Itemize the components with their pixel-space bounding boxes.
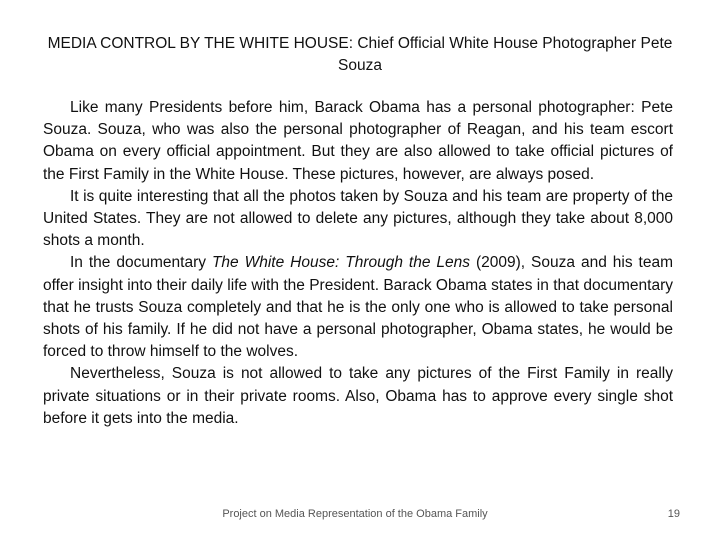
paragraph-4: Nevertheless, Souza is not allowed to take any pictures of the First Family in really private situations or in their private rooms. Also, Obama has to approve every single shot before it gets into the media. — [43, 365, 673, 427]
paragraph-3-lead: In the documentary — [70, 254, 212, 272]
page-number: 19 — [667, 508, 680, 520]
paragraph-2: It is quite interesting that all the photos taken by Souza and his team are property of the United States. They are not allowed to delete any pictures, although they take about 8,000 shots a month. — [43, 187, 673, 250]
paragraph-1: Like many Presidents before him, Barack Obama has a personal photographer: Pete Souza. Souza, who was also the personal photographer of Reagan, and his team escort Obama on every official appointment. But they are also allowed to take official pictures of the First Family in the White House. These pictures, however, are always posed. — [43, 99, 673, 183]
footer-label: Project on Media Representation of the Obama Family — [222, 508, 488, 520]
paragraph-3 — [43, 252, 673, 363]
page-title: MEDIA CONTROL BY THE WHITE HOUSE: Chief Official White House Photographer Pete Souza — [47, 35, 673, 74]
body-text — [43, 97, 673, 430]
paragraph-3-rest: (2009), Souza and his team offer insight into their daily life with the President. Barack Obama states in that documentary that he trusts Souza completely and that he is the only one who is allowed to take personal shots of his family. If he did not have a personal photographer, Obama states, he would be forced to throw himself to the wolves. — [43, 254, 673, 361]
documentary-title: The White House: Through the Lens — [211, 254, 471, 272]
